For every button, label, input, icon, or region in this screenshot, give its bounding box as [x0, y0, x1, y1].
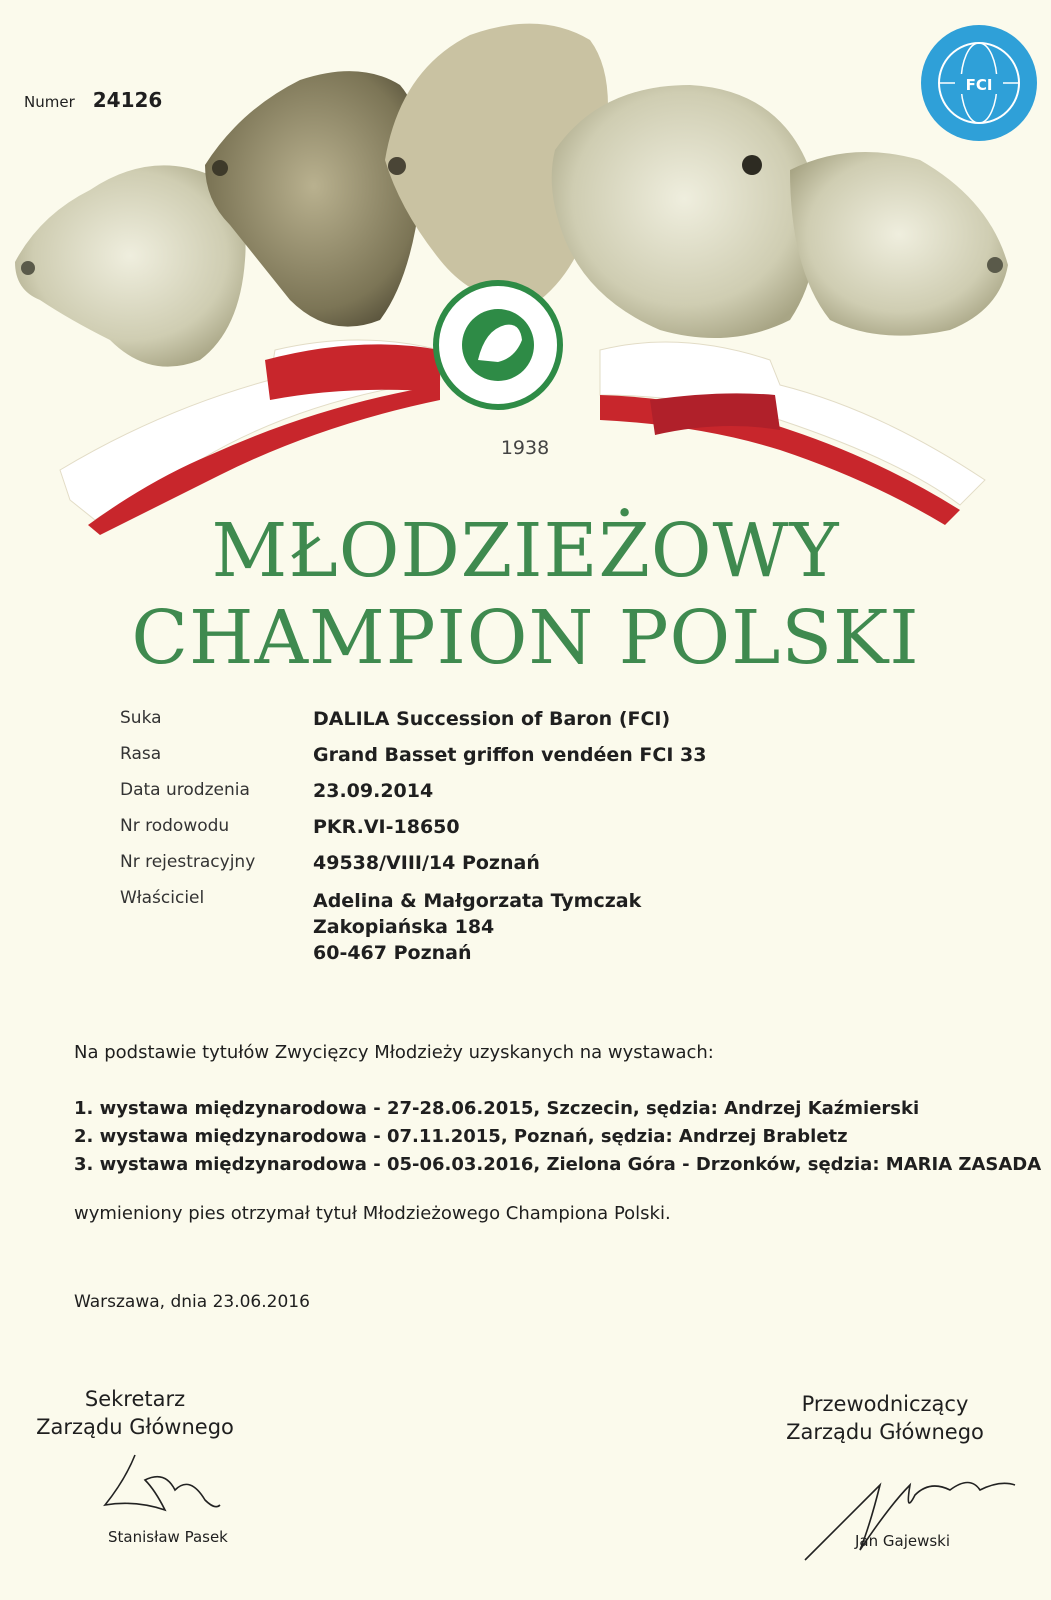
signature-left-scribble [95, 1450, 225, 1530]
show-item: 2. wystawa międzynarodowa - 07.11.2015, Poznań, sędzia: Andrzej Brabletz [74, 1126, 848, 1147]
detail-row-sex [120, 708, 706, 744]
show-item: 3. wystawa międzynarodowa - 05-06.03.2016, Zielona Góra - Drzonków, sędzia: MARIA ZASADA [74, 1154, 1042, 1175]
dob-label: Data urodzenia [120, 780, 250, 800]
certificate-number [24, 88, 162, 112]
number-value: 24126 [92, 88, 163, 112]
dog-name: DALILA Succession of Baron (FCI) [313, 708, 671, 730]
right-title-2: Zarządu Głównego [786, 1420, 984, 1444]
place-date: Warszawa, dnia 23.06.2016 [74, 1292, 310, 1312]
certificate-title [0, 510, 1051, 684]
detail-row-dob [120, 780, 706, 816]
show-item: 1. wystawa międzynarodowa - 27-28.06.2015, Szczecin, sędzia: Andrzej Kaźmierski [74, 1098, 920, 1119]
founding-year: 1938 [500, 437, 550, 459]
signature-right-name: Jan Gajewski [855, 1532, 951, 1550]
detail-row-registration [120, 852, 706, 888]
title-line-2: CHAMPION POLSKI [131, 595, 920, 681]
dog-head-4 [552, 85, 817, 338]
right-title-1: Przewodniczący [801, 1392, 969, 1416]
owner-city: 60-467 Poznań [313, 942, 472, 964]
fci-seal [918, 22, 1040, 144]
signature-right-scribble [800, 1465, 1020, 1565]
owner-label: Właściciel [120, 888, 205, 908]
number-label: Numer [24, 93, 75, 111]
dob-value: 23.09.2014 [313, 780, 434, 802]
detail-row-pedigree [120, 816, 706, 852]
dog-details [120, 708, 706, 966]
detail-row-owner [120, 888, 706, 966]
registration-value: 49538/VIII/14 Poznań [313, 852, 540, 874]
shows-list [74, 1095, 1041, 1179]
title-line-1: MŁODZIEŻOWY [211, 508, 840, 594]
left-title-1: Sekretarz [84, 1387, 186, 1411]
intro-text: Na podstawie tytułów Zwycięzcy Młodzieży uzyskanych na wystawach: [74, 1042, 714, 1063]
owner-street: Zakopiańska 184 [313, 916, 495, 938]
signature-left-title [20, 1385, 250, 1441]
sex-label: Suka [120, 708, 162, 728]
pedigree-value: PKR.VI-18650 [313, 816, 460, 838]
result-text: wymieniony pies otrzymał tytuł Młodzieżowego Championa Polski. [74, 1203, 671, 1224]
left-title-2: Zarządu Głównego [36, 1415, 234, 1439]
pedigree-label: Nr rodowodu [120, 816, 230, 836]
breed-label: Rasa [120, 744, 162, 764]
owner-address [313, 888, 641, 966]
detail-row-breed [120, 744, 706, 780]
dog-heads-illustration [0, 0, 1051, 560]
registration-label: Nr rejestracyjny [120, 852, 256, 872]
dog-head-5 [790, 152, 1008, 336]
signature-left-name: Stanisław Pasek [108, 1528, 228, 1546]
signature-right-title [770, 1390, 1000, 1446]
fci-seal-label: FCI [965, 76, 993, 94]
owner-names: Adelina & Małgorzata Tymczak [313, 890, 642, 912]
breed-value: Grand Basset griffon vendéen FCI 33 [313, 744, 707, 766]
